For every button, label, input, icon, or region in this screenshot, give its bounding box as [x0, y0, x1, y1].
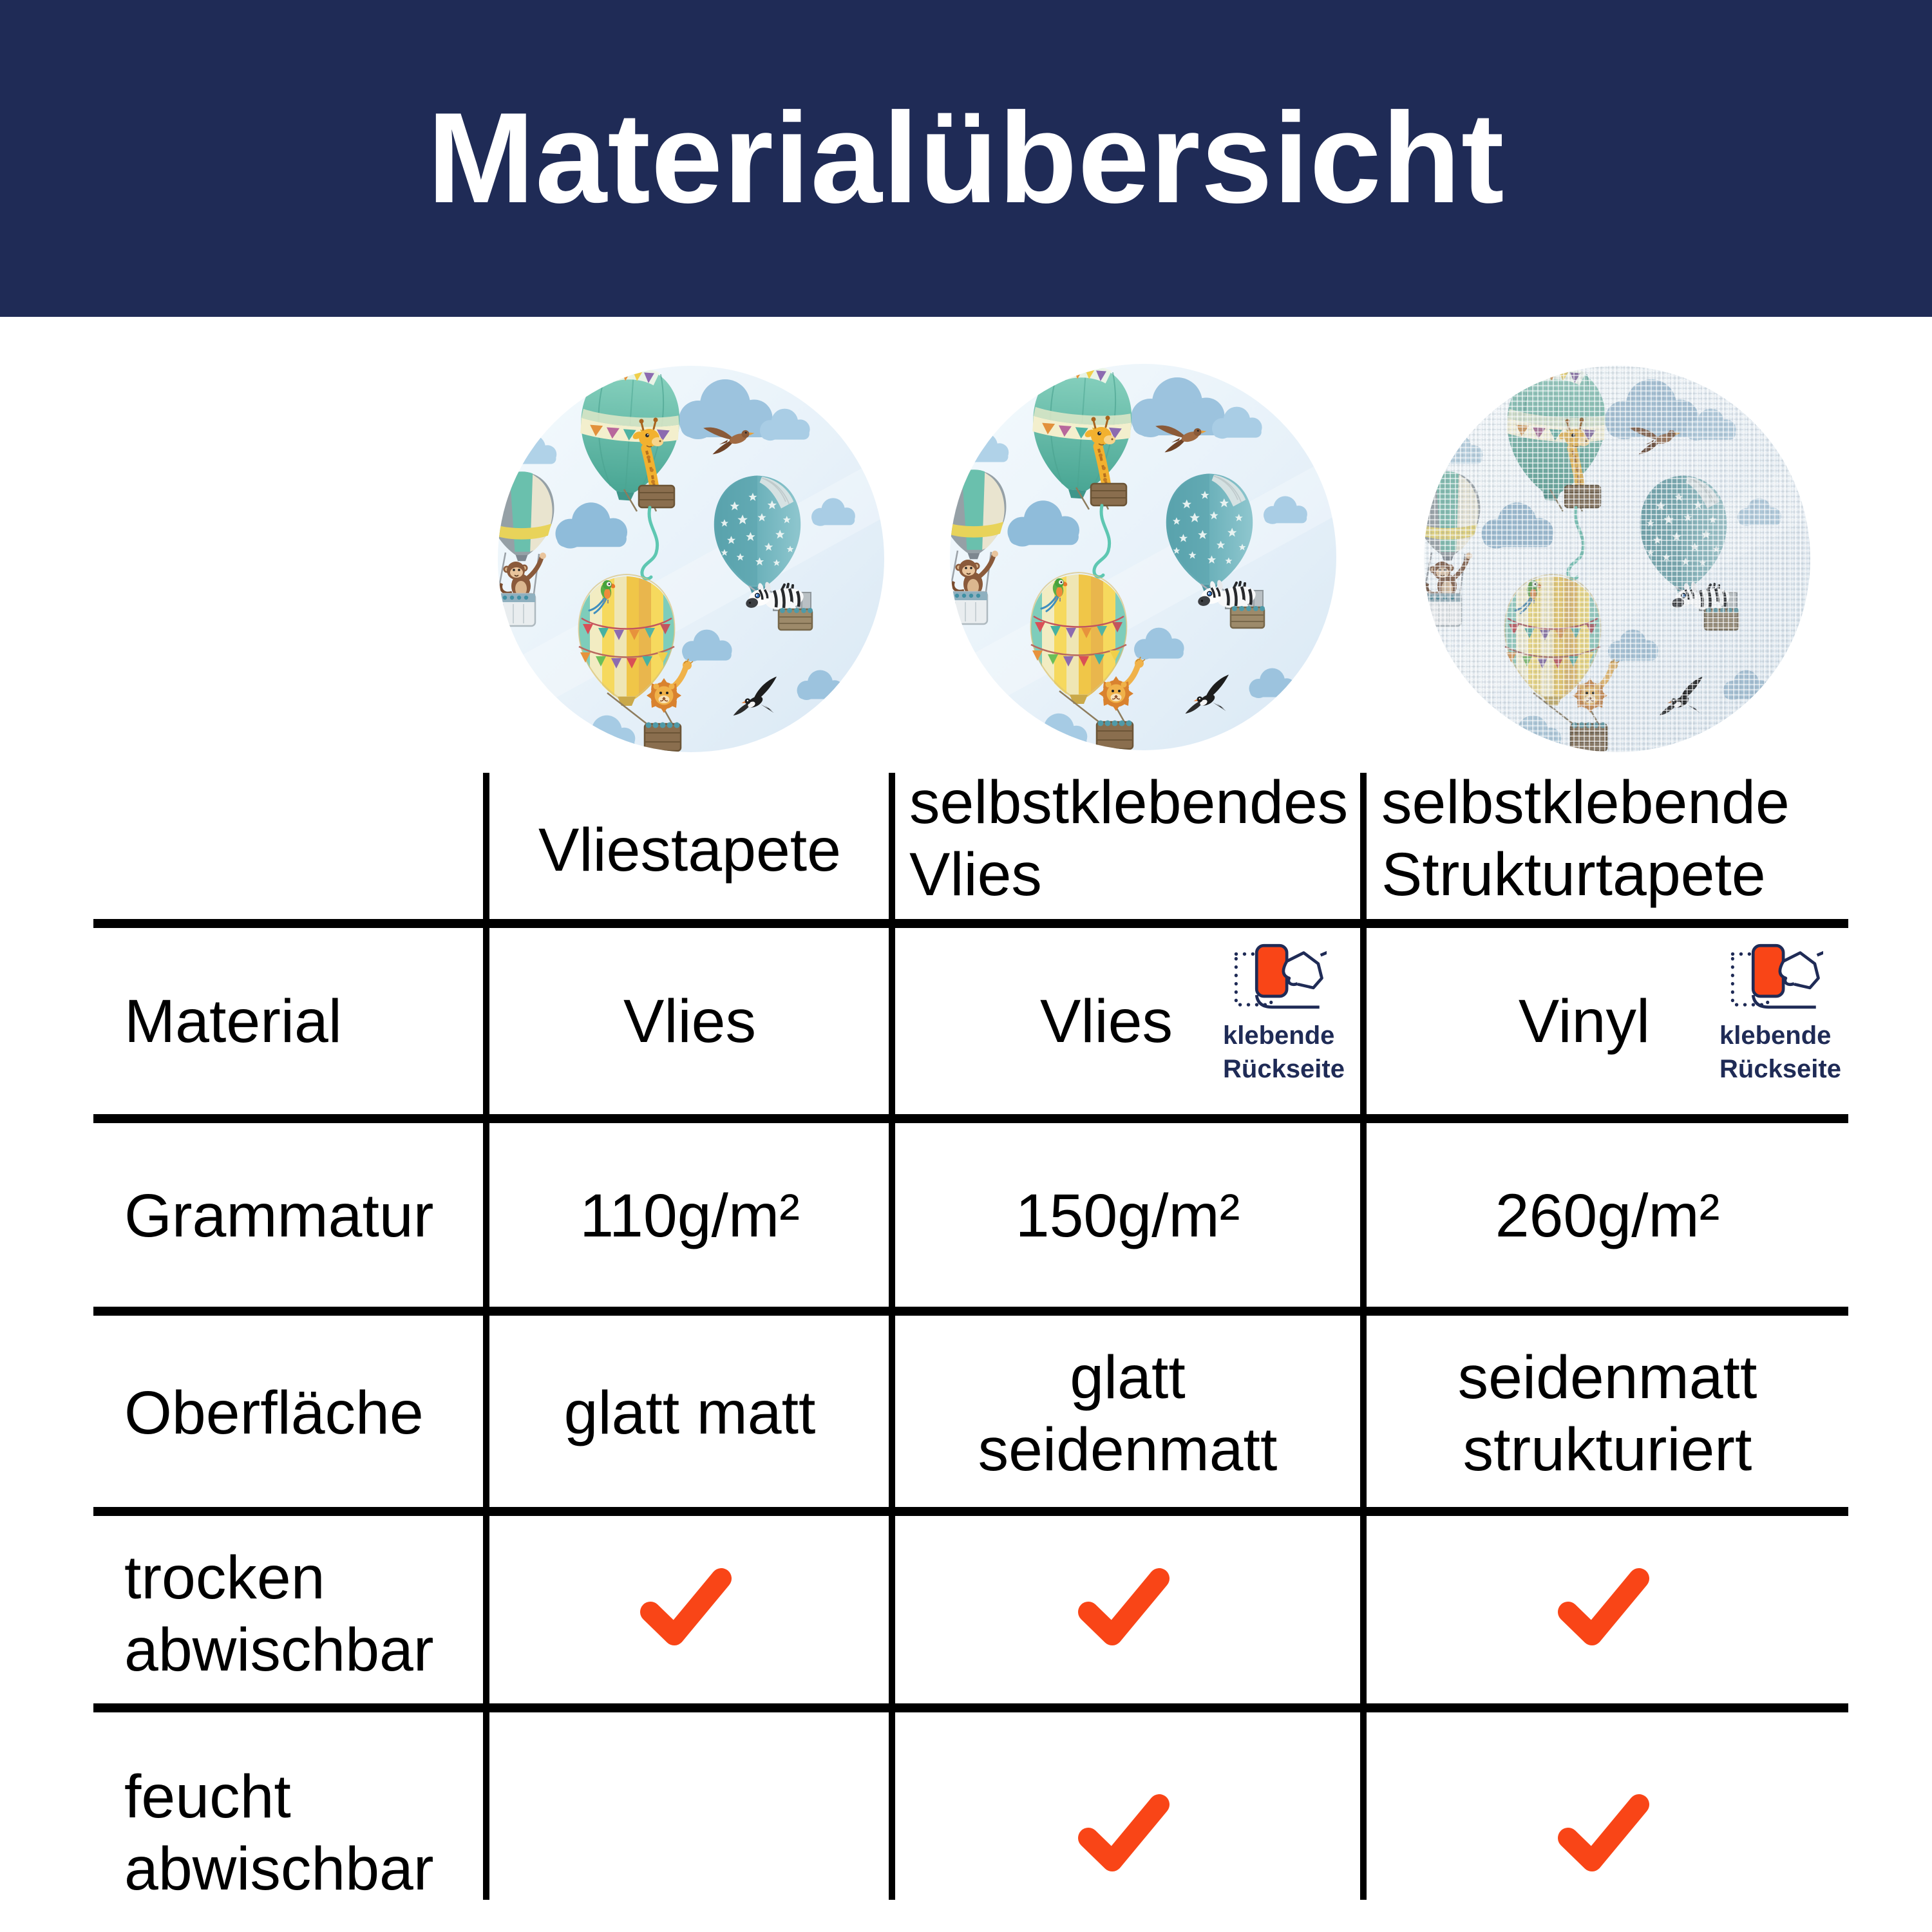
row-label-material: Material: [124, 987, 342, 1056]
cell-grammatur-col3: 260g/m²: [1495, 1182, 1720, 1250]
adhesive-backside-label: klebende Rückseite: [1719, 1021, 1841, 1083]
adhesive-backside-badge-col3: [1719, 940, 1841, 1086]
row-label-feucht-abwischbar: feucht abwischbar: [124, 1763, 434, 1903]
table-divider-row-1: [93, 919, 1848, 928]
adhesive-backside-icon: [1230, 940, 1327, 1014]
table-divider-vertical-2: [889, 773, 895, 1900]
page-header: [0, 0, 1932, 317]
check-icon: [1555, 1564, 1652, 1648]
page-title: Materialübersicht: [427, 86, 1505, 230]
balloon-pattern-illustration: [498, 366, 884, 752]
sample-image-vliestapete: [498, 366, 884, 752]
table-divider-vertical-3: [1360, 773, 1367, 1900]
cell-oberflaeche-col1: glatt matt: [564, 1379, 816, 1447]
column-header-vliestapete: Vliestapete: [538, 816, 842, 884]
table-divider-row-4: [93, 1507, 1848, 1516]
check-icon: [1075, 1564, 1172, 1648]
adhesive-backside-icon: [1727, 940, 1823, 1014]
cell-grammatur-col1: 110g/m²: [580, 1182, 800, 1250]
column-header-selbstklebendes-vlies: selbstklebendes Vlies: [909, 768, 1349, 909]
sample-image-selbstklebendes-vlies: [950, 364, 1336, 750]
balloon-pattern-textured-illustration: [1424, 366, 1810, 752]
table-divider-row-2: [93, 1114, 1848, 1123]
cell-material-col1: Vlies: [623, 987, 756, 1056]
adhesive-backside-label: klebende Rückseite: [1223, 1021, 1345, 1083]
cell-oberflaeche-col3: seidenmatt strukturiert: [1457, 1343, 1757, 1484]
cell-material-col2: Vlies: [1040, 987, 1173, 1056]
check-icon: [1075, 1790, 1172, 1874]
row-label-grammatur: Grammatur: [124, 1182, 434, 1250]
check-icon: [1555, 1790, 1652, 1874]
table-divider-row-5: [93, 1703, 1848, 1712]
cell-material-col3: Vinyl: [1518, 987, 1651, 1056]
table-divider-row-3: [93, 1307, 1848, 1316]
balloon-pattern-illustration: [950, 364, 1336, 750]
table-divider-vertical-1: [483, 773, 489, 1900]
column-header-strukturtapete: selbstklebende Strukturtapete: [1381, 768, 1790, 909]
row-label-trocken-abwischbar: trocken abwischbar: [124, 1544, 434, 1684]
adhesive-backside-badge-col2: [1223, 940, 1345, 1086]
cell-oberflaeche-col2: glatt seidenmatt: [978, 1343, 1278, 1484]
row-label-oberflaeche: Oberfläche: [124, 1379, 424, 1447]
cell-grammatur-col2: 150g/m²: [1015, 1182, 1240, 1250]
check-icon: [638, 1564, 734, 1648]
sample-image-strukturtapete: [1424, 366, 1810, 752]
